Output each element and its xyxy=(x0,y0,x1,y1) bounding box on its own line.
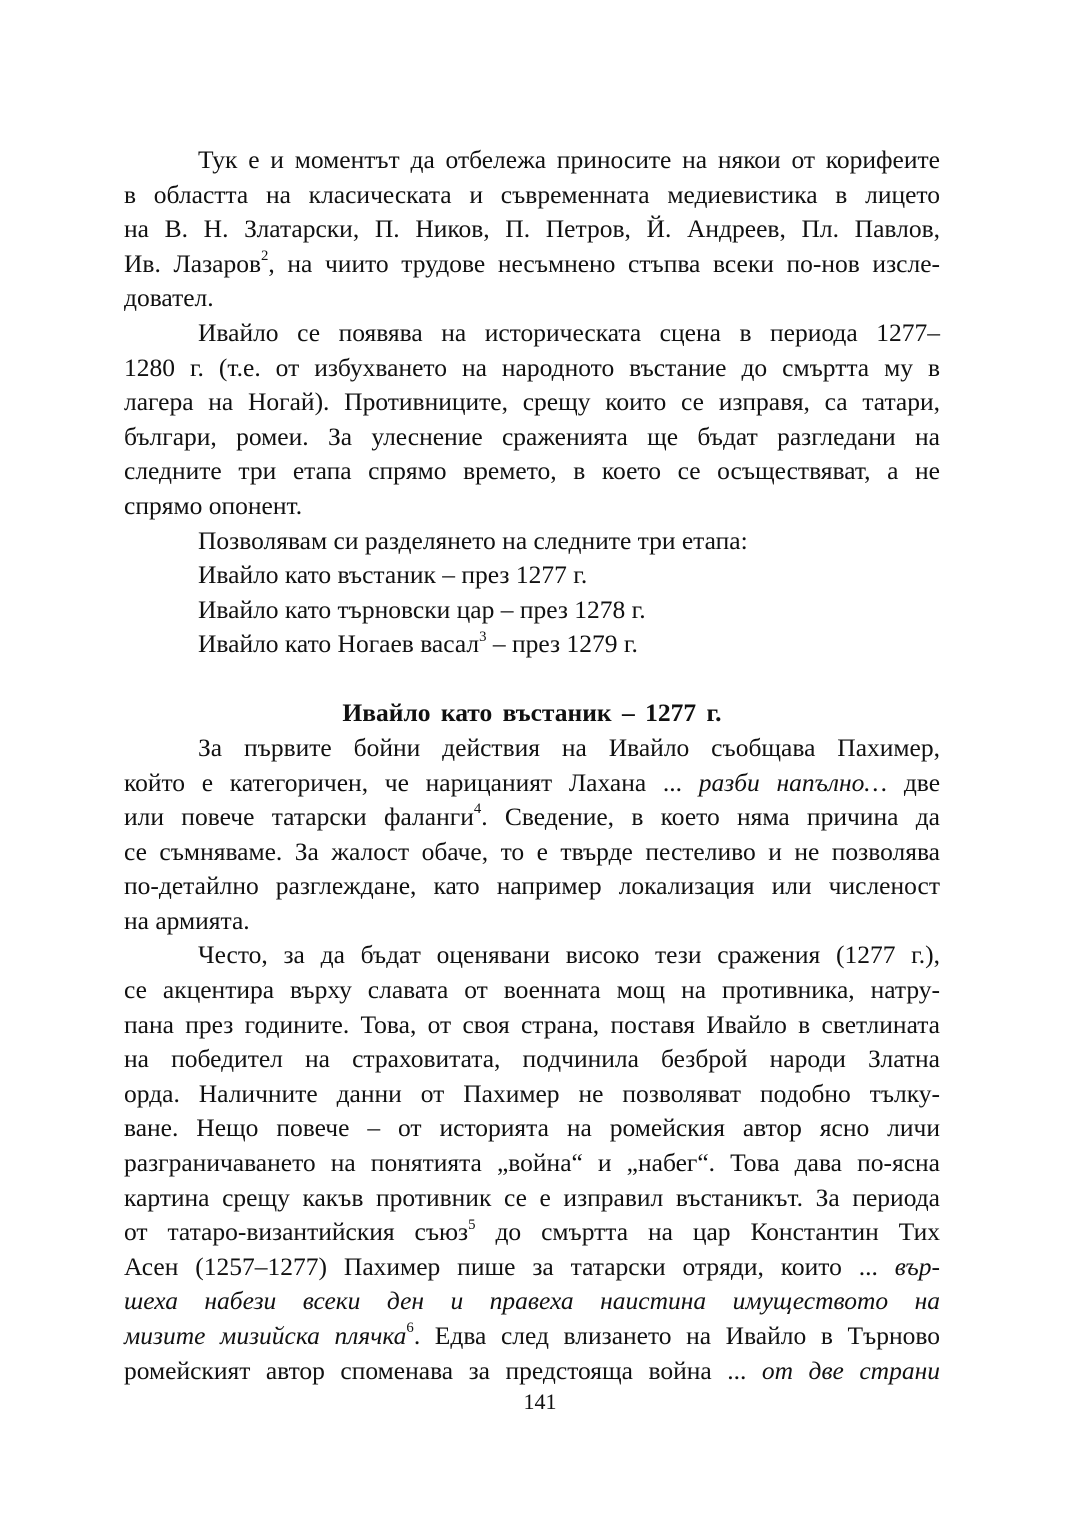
stages-intro: Позволявам си разделянето на следните три етапа: xyxy=(198,525,748,555)
p4-line-12-end: . Едва след влизането на Ивайло в Търново xyxy=(413,1321,940,1350)
page-body xyxy=(124,143,940,1388)
stage-3-year: – през 1279 г. xyxy=(492,629,638,659)
p4-line-8: картина срещу какъв противник се е изправил въстаникът. За периода xyxy=(124,1182,940,1212)
p3-line-2 xyxy=(124,766,940,801)
footnote-ref-5: 5 xyxy=(468,1216,476,1233)
p4-line-9 xyxy=(124,1215,940,1250)
p1-line-5: довател. xyxy=(124,283,214,313)
p4-line-6: ване. Нещо повече – от историята на ромейския автор ясно личи xyxy=(124,1113,940,1143)
footnote-ref-4: 4 xyxy=(473,801,482,818)
p3-line-4: се съмняваме. За жалост обаче, то е твърде пестеливо и не позволява xyxy=(124,836,940,866)
p2-line-6: спрямо опонент. xyxy=(124,490,303,520)
quote-vyrsheha-end: мизите мизийска плячка xyxy=(124,1321,407,1350)
p3-line-3-start: или повече татарски фаланги xyxy=(124,802,474,832)
p1-line-2: в областта на класическата и съвременната медиевистика в лицето xyxy=(124,179,940,209)
p4-line-5: орда. Наличните данни от Пахимер не позволяват подобно тълку- xyxy=(124,1078,940,1108)
p4-line-10-start: Асен (1257–1277) Пахимер пише за татарски отряди, които ... xyxy=(124,1251,878,1281)
stages-list xyxy=(124,524,940,662)
p4-line-9-start: от татаро-византийския съюз xyxy=(124,1217,469,1247)
p2-line-2: 1280 г. (т.е. от избухването на народното въстание до смъртта му в xyxy=(124,352,940,382)
p1-line-4-rest: на чиито трудове несъмнено стъпва всеки по-нов изсле- xyxy=(287,248,941,278)
p3-line-3 xyxy=(124,800,940,835)
p4-line-11 xyxy=(124,1284,940,1319)
p4-line-13 xyxy=(124,1354,940,1389)
p2-line-1: Ивайло се появява на историческата сцена в периода 1277– xyxy=(198,317,940,347)
p3-line-2-start: който е категоричен, че нарицаният Лахана ... xyxy=(124,767,683,797)
p4-line-10 xyxy=(124,1250,940,1285)
footnote-ref-6: 6 xyxy=(406,1320,414,1337)
footnote-ref-2: 2 xyxy=(261,248,269,265)
paragraph-3 xyxy=(124,731,940,939)
paragraph-4 xyxy=(124,938,940,1388)
p3-line-1: За първите бойни действия на Ивайло съобщава Пахимер, xyxy=(198,732,940,762)
stage-2: Ивайло като търновски цар – през 1278 г. xyxy=(198,594,646,624)
p3-line-2-end: две xyxy=(903,767,941,797)
p4-line-13-start: ромейският автор споменава за предстояща война ... xyxy=(124,1355,747,1385)
p4-line-12 xyxy=(124,1319,940,1354)
p3-line-5: по-детайлно разглеждане, като например локализация или численост xyxy=(124,871,940,901)
stage-1: Ивайло като въстаник – през 1277 г. xyxy=(198,560,588,590)
stage-3 xyxy=(124,627,940,662)
paragraph-1 xyxy=(124,143,940,316)
section-heading: Ивайло като въстаник – 1277 г. xyxy=(342,697,722,727)
p4-line-1: Често, за да бъдат оценявани високо тези сражения (1277 г.), xyxy=(198,940,940,970)
quote-ot-dve-strani: от две страни xyxy=(761,1355,941,1385)
p3-line-3-end: . Сведение, в което няма причина да xyxy=(481,802,940,832)
paragraph-2 xyxy=(124,316,940,524)
p4-line-4: на победител на страховитата, подчинила безброй народи Златна xyxy=(124,1044,940,1074)
p4-line-9-end: до смъртта на цар Константин Тих xyxy=(495,1217,941,1247)
quote-razbi: разби напълно… xyxy=(698,767,888,797)
p2-line-4: българи, ромеи. За улеснение сраженията ще бъдат разгледани на xyxy=(124,421,940,451)
p2-line-3: лагера на Ногай). Противниците, срещу които се изправя, са татари, xyxy=(124,387,940,417)
p1-line-1: Тук е и моментът да отбележа приносите на някои от корифеите xyxy=(198,145,940,174)
author-lazarov: Ив. Лазаров xyxy=(124,248,261,278)
p2-line-5: следните три етапа спрямо времето, в което се осъществяват, а не xyxy=(124,456,940,486)
p4-line-3: пана през годините. Това, от своя страна, поставя Ивайло в светлината xyxy=(124,1009,940,1039)
quote-vyrsheha-start: вър- xyxy=(894,1251,941,1281)
p1-line-3: на В. Н. Златарски, П. Ников, П. Петров, Й. Андреев, Пл. Павлов, xyxy=(124,214,940,244)
p3-line-6: на армията. xyxy=(124,905,250,935)
quote-vyrsheha-middle: шеха набези всеки ден и правеха наистина имуществото на xyxy=(124,1286,940,1316)
stage-3-title: Ивайло като Ногаев васал xyxy=(198,629,480,659)
p4-line-2: се акцентира върху славата от военната мощ на противника, натру- xyxy=(124,975,940,1005)
p1-line-4: Ив. Лазаров$^2$, на чиито трудове несъмнено стъпва всеки по-нов изсле- xyxy=(124,248,941,278)
p4-line-7: разграничаването на понятията „война“ и „набег“. Това дава по-ясна xyxy=(124,1148,940,1178)
page-number: 141 xyxy=(523,1389,557,1414)
footnote-ref-3: 3 xyxy=(479,628,487,645)
